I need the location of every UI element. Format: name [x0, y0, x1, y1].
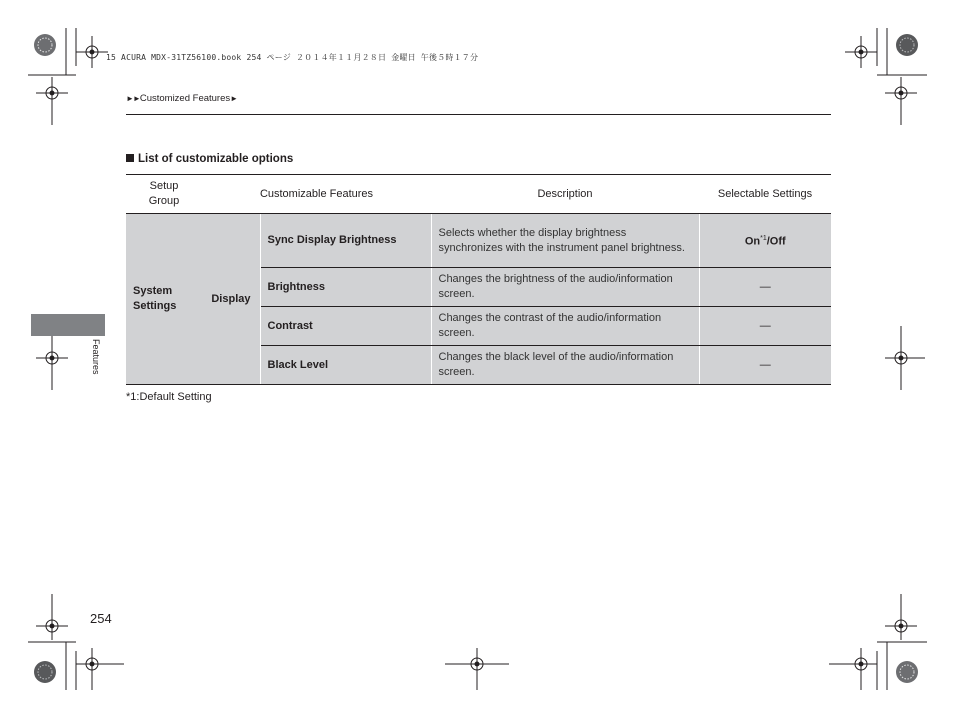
section-title-text: List of customizable options	[138, 153, 294, 165]
setting-alt: /Off	[766, 235, 786, 248]
setting-cell: —	[699, 307, 831, 346]
page-number: 254	[90, 611, 112, 626]
side-tab-label: Features	[91, 339, 101, 375]
setting-default: On	[744, 235, 761, 248]
table-row	[126, 214, 831, 268]
print-header: 15 ACURA MDX-31TZ56100.book 254 ページ ２０１４年１１月２８日 金曜日 午後５時１７分	[106, 53, 479, 62]
header-rule	[126, 114, 831, 115]
square-bullet-icon	[126, 154, 134, 162]
breadcrumb-link[interactable]: Customized Features	[139, 93, 231, 104]
options-table	[126, 174, 831, 385]
setup-group-cell: System Settings	[126, 214, 202, 385]
feature-cell: Black Level	[260, 346, 431, 385]
subgroup-cell: Display	[202, 214, 260, 385]
table-header-row	[126, 175, 831, 214]
feature-cell: Contrast	[260, 307, 431, 346]
breadcrumb	[126, 93, 237, 104]
header-setup-group: Setup Group	[126, 175, 202, 214]
description-cell: Changes the brightness of the audio/information screen.	[431, 268, 699, 307]
breadcrumb-arrows-icon: ►►	[126, 94, 140, 103]
feature-cell: Sync Display Brightness	[260, 214, 431, 268]
header-description: Description	[431, 175, 699, 214]
description-cell: Changes the black level of the audio/information screen.	[431, 346, 699, 385]
setting-cell: —	[699, 346, 831, 385]
header-customizable-features: Customizable Features	[202, 175, 431, 214]
setting-cell: —	[699, 268, 831, 307]
feature-cell: Brightness	[260, 268, 431, 307]
description-cell: Selects whether the display brightness synchronizes with the instrument panel brightness.	[431, 214, 699, 268]
header-selectable-settings: Selectable Settings	[699, 175, 831, 214]
footnote-ref: *1	[760, 235, 767, 243]
section-title	[126, 153, 293, 165]
setting-cell	[699, 214, 831, 268]
breadcrumb-end-arrow-icon: ►	[230, 94, 238, 103]
side-tab	[31, 314, 105, 336]
description-cell: Changes the contrast of the audio/information screen.	[431, 307, 699, 346]
footnote: *1:Default Setting	[126, 391, 212, 403]
